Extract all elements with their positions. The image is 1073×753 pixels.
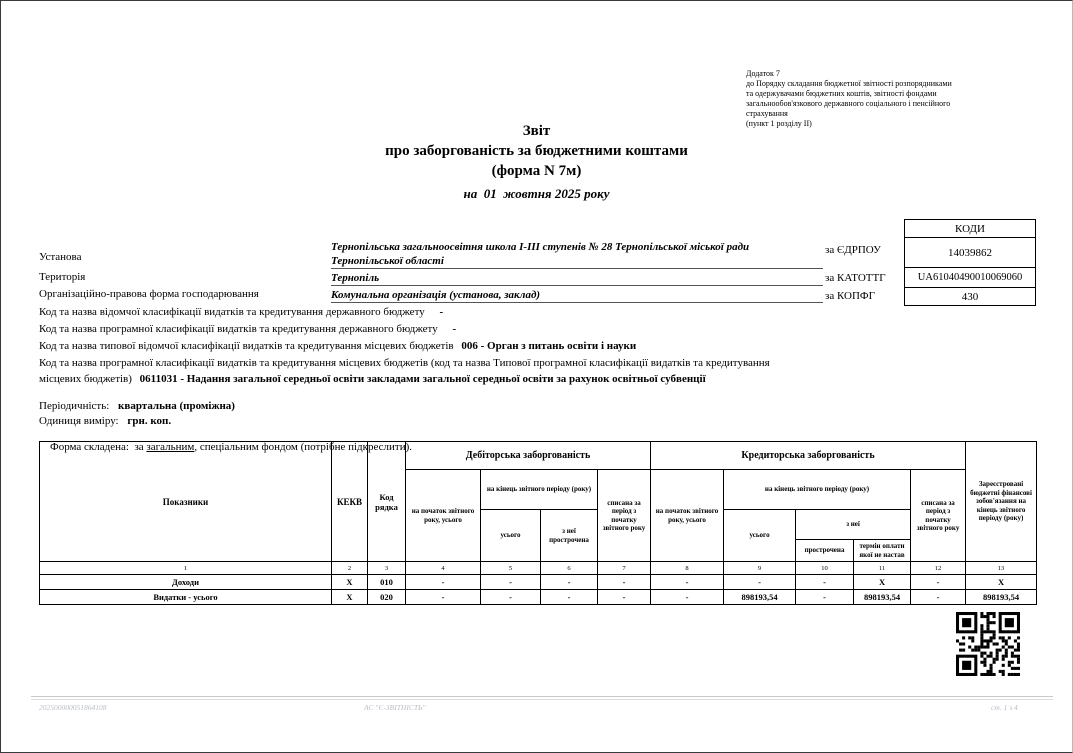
- cell-value: -: [541, 575, 598, 590]
- header-debit-start: на початок звітного року, усього: [406, 470, 481, 562]
- table-row-income: [40, 575, 1037, 590]
- col-num: 3: [368, 562, 406, 575]
- katottg-label: за КАТОТТГ: [825, 272, 886, 284]
- kopfg-label: за КОПФГ: [825, 290, 875, 302]
- annex-note: [746, 69, 1058, 129]
- annex-line: Додаток 7: [746, 69, 780, 78]
- classification-label: Код та назва типової відомчої класифікації видатків та кредитування місцевих бюджетів: [39, 340, 454, 352]
- cell-value: -: [481, 575, 541, 590]
- header-credit-overdue: прострочена: [796, 540, 854, 562]
- col-num: 7: [598, 562, 651, 575]
- row-code: 020: [368, 590, 406, 605]
- annex-line: загальнообов'язкового державного соціального і пенсійного: [746, 99, 951, 108]
- col-num: 12: [911, 562, 966, 575]
- cell-value: 898193,54: [966, 590, 1037, 605]
- classification-line-3: [39, 339, 636, 354]
- annex-line: до Порядку складання бюджетної звітності розпорядниками: [746, 79, 952, 88]
- header-debit-written-off: списана за період з початку звітного року: [598, 470, 651, 562]
- cell-value: -: [598, 575, 651, 590]
- cell-value: 898193,54: [724, 590, 796, 605]
- cell-value: -: [911, 575, 966, 590]
- classification-value: 0611031 - Надання загальної середньої освіти закладами загальної середньої освіти за рахунок освітньої субвенції: [139, 373, 706, 385]
- cell-value: -: [651, 575, 724, 590]
- annex-line: та одержувачами бюджетних коштів, звітності фондами: [746, 89, 937, 98]
- header-debit-end-period: на кінець звітного періоду (року): [481, 470, 598, 510]
- header-indicator: Показники: [40, 442, 332, 562]
- table-row-expenses: [40, 590, 1037, 605]
- qr-code: [956, 612, 1020, 676]
- header-debit-overdue: з неї прострочена: [541, 510, 598, 562]
- form-name: (форма N 7м): [491, 163, 582, 179]
- cell-value: -: [911, 590, 966, 605]
- classification-label: Код та назва відомчої класифікації видатків та кредитування державного бюджету: [39, 306, 425, 318]
- col-num: 1: [40, 562, 332, 575]
- report-title: Звіт: [522, 123, 551, 139]
- edrpou-value: 14039862: [905, 238, 1036, 268]
- cell-value: X: [854, 575, 911, 590]
- classification-value: -: [439, 306, 444, 318]
- header-registered: Зареєстровані бюджетні фінансові зобов'язання на кінець звітного періоду (року): [966, 442, 1037, 562]
- col-num: 10: [796, 562, 854, 575]
- form-type-fund: загальним: [146, 441, 195, 453]
- header-credit-written-off: списана за період з початку звітного року: [911, 470, 966, 562]
- header-credit-of-it: з неї: [796, 510, 911, 540]
- cell-value: -: [541, 590, 598, 605]
- cell-value: X: [966, 575, 1037, 590]
- classification-label: Код та назва програмної класифікації видатків та кредитування місцевих бюджетів (код та назва Типової програмної класифікації видатків та кредитування місцевих бюджетів): [39, 357, 770, 385]
- codes-header: КОДИ: [905, 220, 1036, 238]
- report-subtitle: про заборгованість за бюджетними коштами: [385, 143, 688, 159]
- classification-line-2: [39, 322, 456, 337]
- annex-line: (пункт 1 розділу ІІ): [746, 119, 812, 128]
- col-num: 6: [541, 562, 598, 575]
- cell-value: -: [651, 590, 724, 605]
- header-credit-total: усього: [724, 510, 796, 562]
- footer-divider: [31, 696, 1053, 700]
- header-kekv: КЕКВ: [332, 442, 368, 562]
- header-row-code: Код рядка: [368, 442, 406, 562]
- unit-label: Одиниця виміру:: [39, 415, 119, 427]
- territory-label: Територія: [39, 271, 86, 283]
- periodicity-line: [39, 399, 235, 414]
- header-credit-end-period: на кінець звітного періоду (року): [724, 470, 911, 510]
- unit-value: грн. коп.: [127, 415, 172, 427]
- report-date: на 01 жовтня 2025 року: [463, 186, 610, 201]
- row-kekv: X: [332, 590, 368, 605]
- col-num: 13: [966, 562, 1037, 575]
- institution-label: Установа: [39, 251, 82, 263]
- col-num: 4: [406, 562, 481, 575]
- form-type-rest: , спеціальним фондом (потрібне підкреслити).: [194, 441, 412, 453]
- footer-system-name: АС "Є-ЗВІТНІСТЬ": [364, 703, 426, 712]
- cell-value: -: [406, 575, 481, 590]
- col-num: 8: [651, 562, 724, 575]
- footer-page-indicator: ст. 1 з 4: [991, 703, 1018, 712]
- cell-value: 898193,54: [854, 590, 911, 605]
- header-credit-start: на початок звітного року, усього: [651, 470, 724, 562]
- kopfg-value: 430: [905, 288, 1036, 306]
- row-code: 010: [368, 575, 406, 590]
- header-debit-total: усього: [481, 510, 541, 562]
- row-kekv: X: [332, 575, 368, 590]
- header-credit: Кредиторська заборгованість: [651, 442, 966, 470]
- cell-value: -: [406, 590, 481, 605]
- classification-line-1: [39, 305, 443, 320]
- header-credit-not-due: термін оплати якої не настав: [854, 540, 911, 562]
- cell-value: -: [724, 575, 796, 590]
- header-debit: Дебіторська заборгованість: [406, 442, 651, 470]
- edrpou-label: за ЄДРПОУ: [825, 244, 881, 256]
- legal-form-label: Організаційно-правова форма господарювання: [39, 288, 259, 300]
- legal-form-value: Комунальна організація (установа, заклад): [331, 288, 823, 303]
- form-type-prefix: Форма складена: за: [50, 441, 147, 453]
- annex-line: страхування: [746, 109, 788, 118]
- report-title-block: [1, 121, 1072, 202]
- classification-value: -: [452, 323, 457, 335]
- debt-table: [39, 441, 1037, 605]
- col-num: 11: [854, 562, 911, 575]
- classification-label: Код та назва програмної класифікації видатків та кредитування державного бюджету: [39, 323, 438, 335]
- institution-value: Тернопільська загальноосвітня школа І-ІІІ ступенів № 28 Тернопільської міської ради Тернопільської області: [331, 240, 823, 269]
- periodicity-value: квартальна (проміжна): [118, 400, 235, 412]
- row-indicator: Видатки - усього: [40, 590, 332, 605]
- periodicity-label: Періодичність:: [39, 400, 110, 412]
- cell-value: -: [598, 590, 651, 605]
- territory-value: Тернопіль: [331, 271, 823, 286]
- col-num: 2: [332, 562, 368, 575]
- col-num: 9: [724, 562, 796, 575]
- cell-value: -: [481, 590, 541, 605]
- classification-value: 006 - Орган з питань освіти і науки: [461, 340, 637, 352]
- cell-value: -: [796, 590, 854, 605]
- codes-box: [904, 219, 1036, 306]
- column-number-row: [40, 562, 1037, 575]
- cell-value: -: [796, 575, 854, 590]
- footer-document-number: 202500000051864108: [39, 703, 107, 712]
- classification-line-4: [39, 355, 807, 387]
- col-num: 5: [481, 562, 541, 575]
- katottg-value: UA61040490010069060: [905, 268, 1036, 288]
- row-indicator: Доходи: [40, 575, 332, 590]
